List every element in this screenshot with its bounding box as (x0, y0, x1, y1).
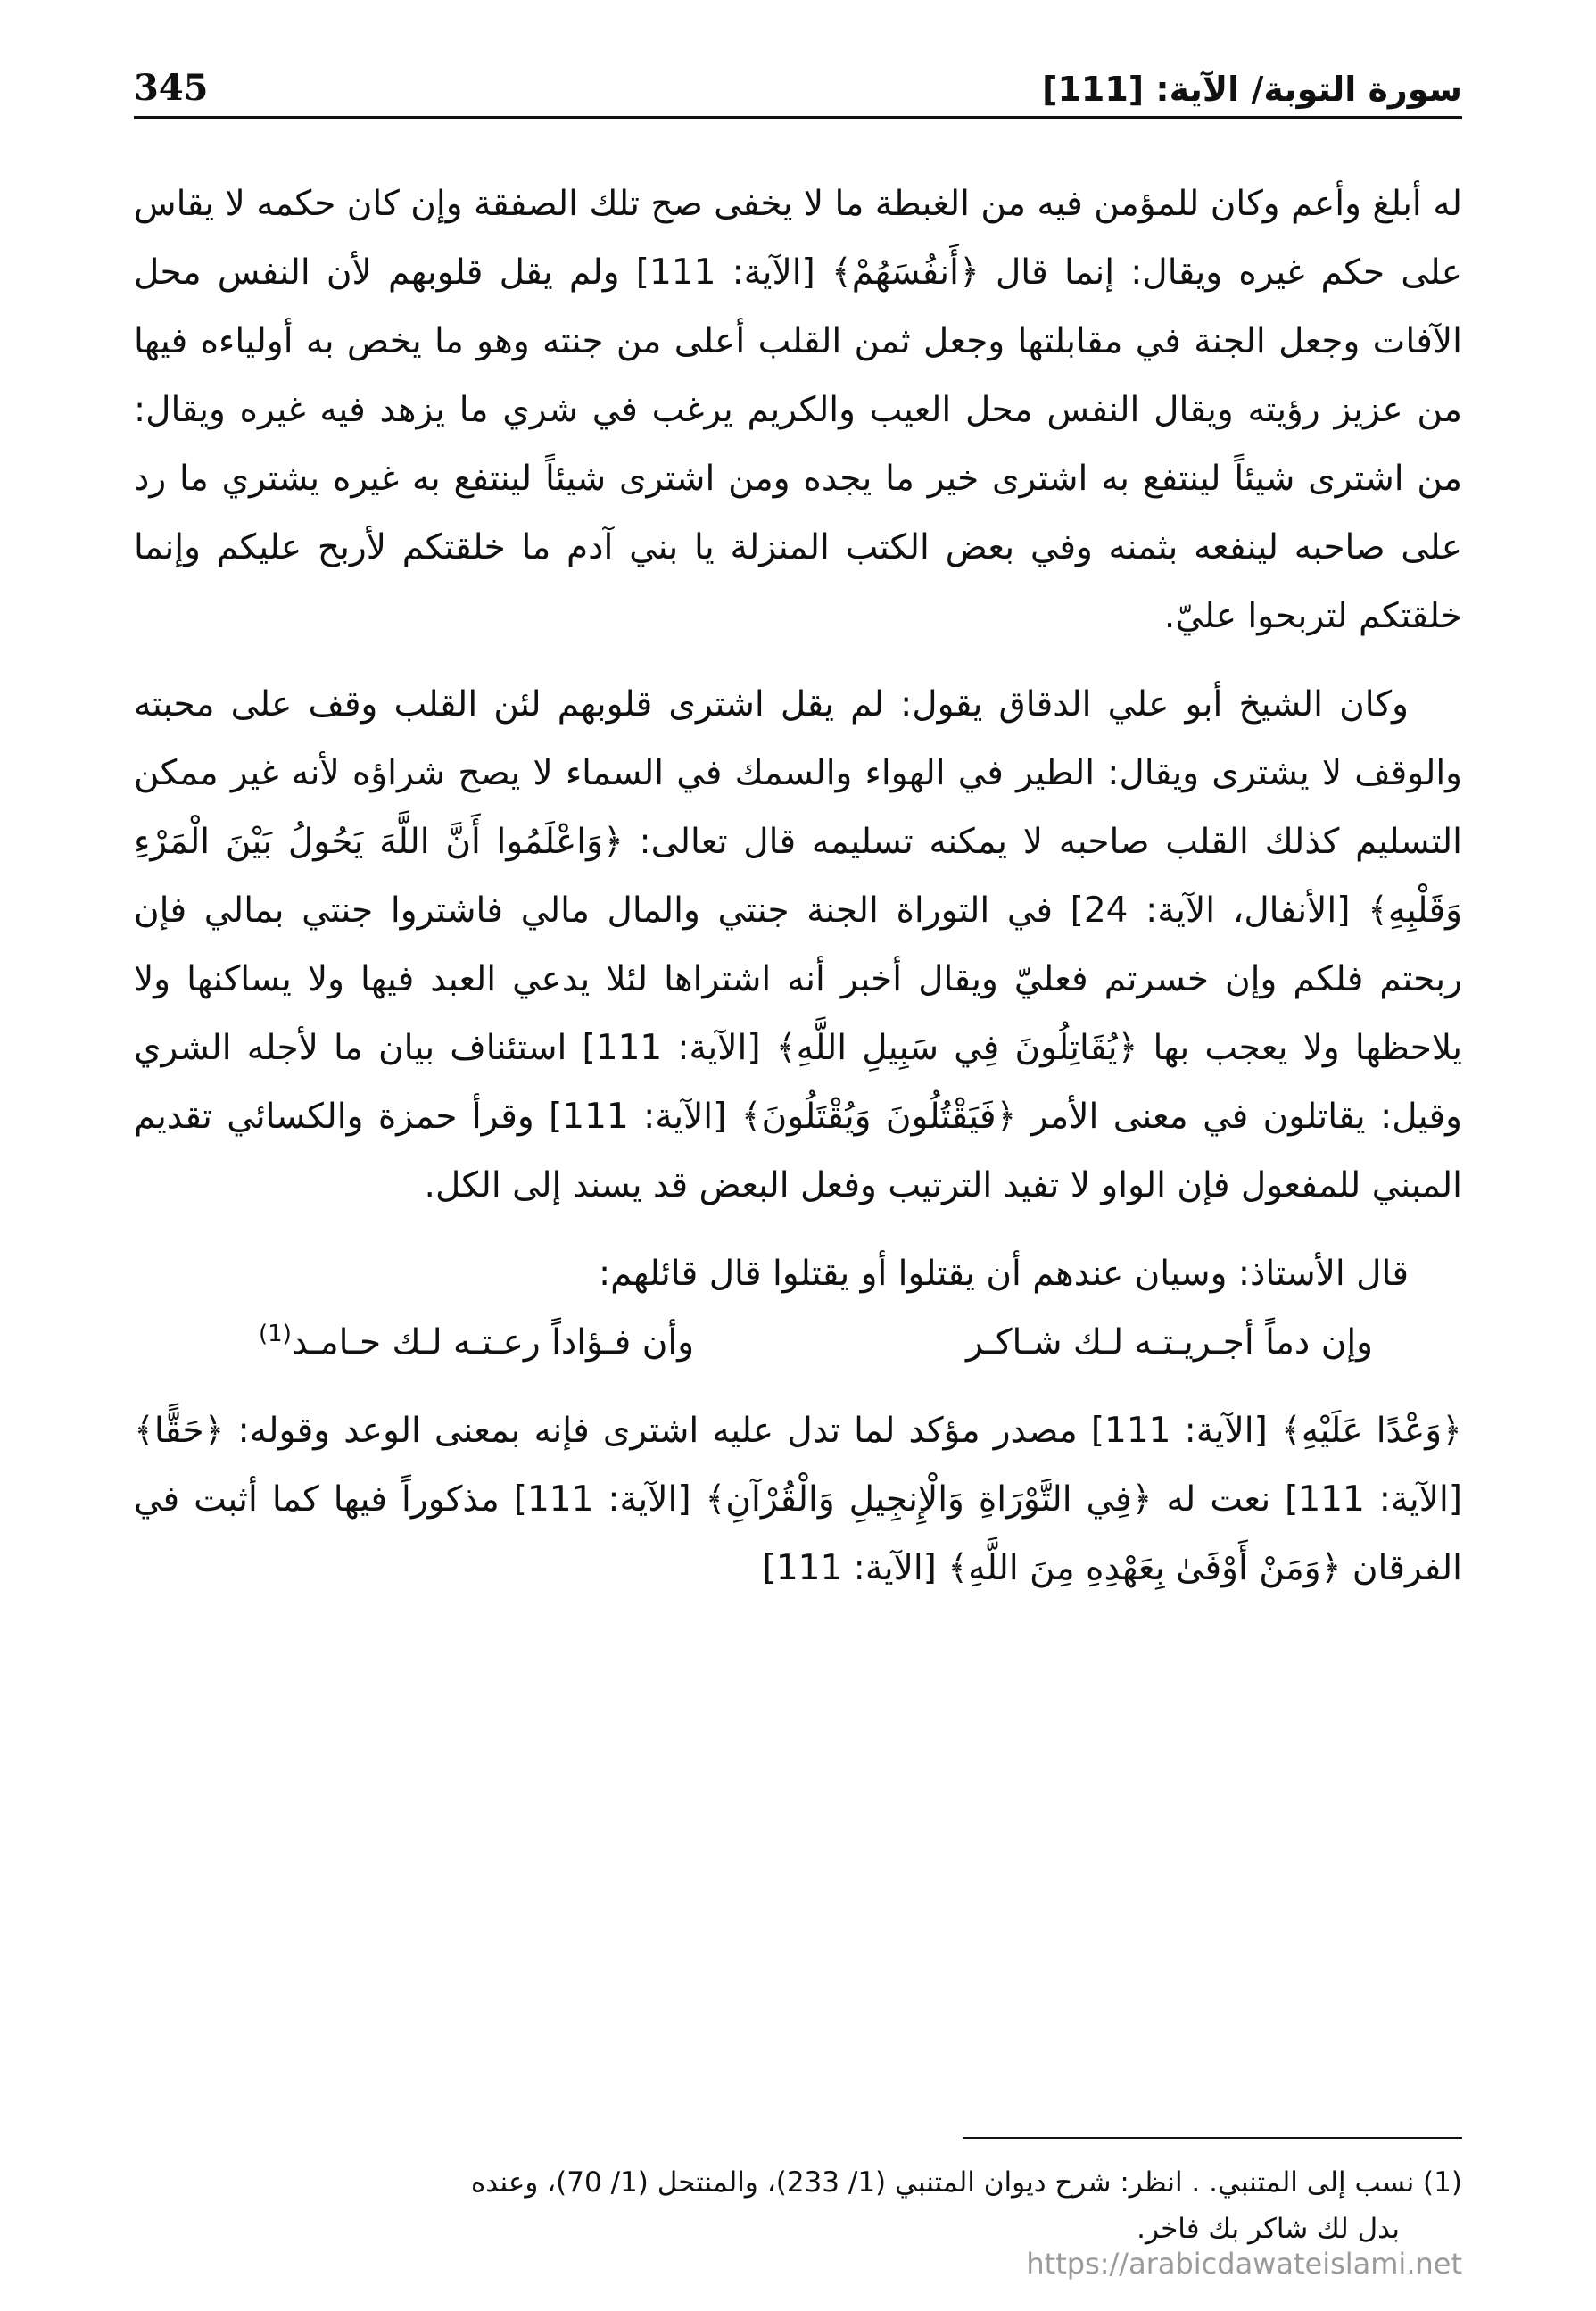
page-number: 345 (134, 67, 209, 109)
paragraph-2: وكان الشيخ أبو علي الدقاق يقول: لم يقل اشترى قلوبهم لئن القلب وقف على محبته والوقف لا يشترى ويقال: الطير في الهواء والسمك في السماء لا يصح شراؤه لأنه غير ممكن التسليم كذلك القلب صاحبه لا يمكنه تسليمه قال تعالى: ﴿وَاعْلَمُوا أَنَّ اللَّهَ يَحُولُ بَيْنَ الْمَرْءِ وَقَلْبِهِ﴾ [الأنفال، الآية: 24] في التوراة الجنة جنتي والمال مالي فاشتروا جنتي بمالي فإن ربحتم فلكم وإن خسرتم فعليّ ويقال أخبر أنه اشتراها لئلا يدعي العبد فيها ولا يساكنها ولا يلاحظها ولا يعجب بها ﴿يُقَاتِلُونَ فِي سَبِيلِ اللَّهِ﴾ [الآية: 111] استئناف بيان ما لأجله الشري وقيل: يقاتلون في معنى الأمر ﴿فَيَقْتُلُونَ وَيُقْتَلُونَ﴾ [الآية: 111] وقرأ حمزة والكسائي تقديم المبني للمفعول فإن الواو لا تفيد الترتيب وفعل البعض قد يسند إلى الكل. (134, 684, 1462, 1205)
footnote-1-continuation: بدل لك شاكر بك فاخر. (1137, 2213, 1400, 2245)
footnotes (134, 2159, 1462, 2252)
paragraph-3: ﴿وَعْدًا عَلَيْهِ﴾ [الآية: 111] مصدر مؤكد لما تدل عليه اشترى فإنه بمعنى الوعد وقوله: ﴿حَقًّا﴾ [الآية: 111] نعت له ﴿فِي التَّوْرَاةِ وَالْإِنجِيلِ وَالْقُرْآنِ﴾ [الآية: 111] مذكوراً فيها كما أثبت في الفرقان ﴿وَمَنْ أَوْفَىٰ بِعَهْدِهِ مِنَ اللَّهِ﴾ [الآية: 111] (134, 1411, 1463, 1588)
footnote-reference[interactable]: (1) (259, 1321, 292, 1347)
running-head: سورة التوبة/ الآية: [111] (1042, 70, 1462, 109)
footnote-1: (1) نسب إلى المتنبي. . انظر: شرح ديوان المتنبي (1/ 233)، والمنتحل (1/ 70)، وعنده (470, 2166, 1462, 2199)
paragraph-1: له أبلغ وأعم وكان للمؤمن فيه من الغبطة ما لا يخفى صح تلك الصفقة وإن كان حكمه لا يقاس على حكم غيره ويقال: إنما قال ﴿أَنفُسَهُمْ﴾ [الآية: 111] ولم يقل قلوبهم لأن النفس محل الآفات وجعل الجنة في مقابلتها وجعل ثمن القلب أعلى من جنته وهو ما يخص به أولياءه فيها من عزيز رؤيته ويقال النفس محل العيب والكريم يرغب في شري ما يزهد فيه غيره ويقال: من اشترى شيئاً لينتفع به اشترى خير ما يجده ومن اشترى شيئاً لينتفع به غيره يشتري ما رد على صاحبه لينفعه بثمنه وفي بعض الكتب المنزلة يا بني آدم ما خلقتكم لأربح عليكم وإنما خلقتكم لتربحوا عليّ. (134, 184, 1462, 636)
verse-first-hemistich: وإن دماً أجـريـتـه لـك شـاكـر (966, 1322, 1373, 1363)
watermark-url: https://arabicdawateislami.net (1026, 2247, 1462, 2281)
footnote-divider (963, 2137, 1462, 2139)
verse-second-text: وأن فـؤاداً رعـتـه لـك حـامـد (291, 1322, 695, 1363)
body-text (134, 170, 1462, 1603)
verse-intro: قال الأستاذ: وسيان عندهم أن يقتلوا أو يقتلوا قال قائلهم: (598, 1254, 1409, 1294)
page-header (134, 55, 1462, 119)
poetry-verse (134, 1308, 1462, 1377)
verse-second-hemistich (259, 1308, 694, 1377)
